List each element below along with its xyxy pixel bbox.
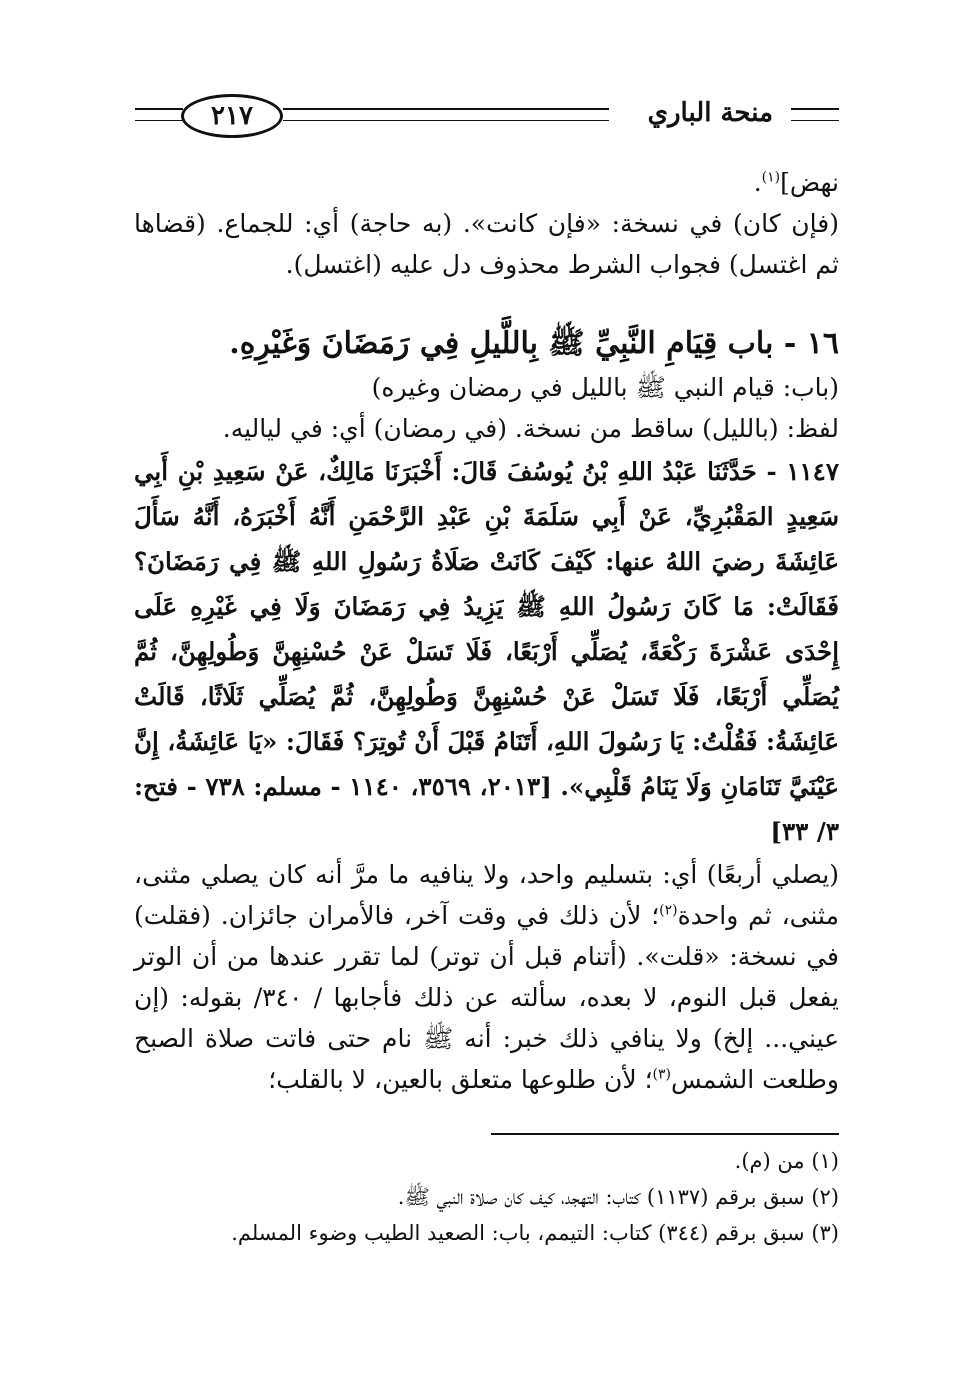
footnote: (٢) سبق برقم (١١٣٧) كتاب: التهجد، كيف كان صلاة النبي ﷺ.	[397, 1185, 839, 1209]
footnote: (١) من (م).	[734, 1149, 839, 1173]
paragraph-text: نهض]	[780, 168, 839, 197]
paragraph-text: .	[753, 168, 762, 197]
paragraph: (فإن كان) في نسخة: «فإن كانت». (به حاجة) أي: للجماع. (قضاها ثم اغتسل) فجواب الشرط محذوف دل عليه (اغتسل).	[134, 209, 839, 279]
header-rule	[135, 120, 183, 121]
paragraph-text: ؛ لأن طلوعها متعلق بالعين، لا بالقلب؛	[268, 1065, 653, 1094]
footnote-ref: (٢)	[659, 902, 678, 919]
footnotes	[134, 1143, 839, 1251]
hadith-text: ١١٤٧ - حَدَّثَنَا عَبْدُ اللهِ بْنُ يُوسُفَ قَالَ: أَخْبَرَنَا مَالِكٌ، عَنْ سَعِيدِ بْنِ أَبِي سَعِيدٍ المَقْبُرِيِّ، عَنْ أَبِي سَلَمَةَ بْنِ عَبْدِ الرَّحْمَنِ أَنَّهُ أَخْبَرَهُ، أَنَّهُ سَأَلَ عَائِشَةَ رضيَ اللهُ عنها: كَيْفَ كَانَتْ صَلَاةُ رَسُولِ اللهِ ﷺ فِي رَمَضَانَ؟ فَقَالَتْ: مَا كَانَ رَسُولُ اللهِ ﷺ يَزِيدُ فِي رَمَضَانَ وَلَا فِي غَيْرِهِ عَلَى إِحْدَى عَشْرَةَ رَكْعَةً، يُصَلِّي أَرْبَعًا، فَلَا تَسَلْ عَنْ حُسْنِهِنَّ وَطُولِهِنَّ، ثُمَّ يُصَلِّي أَرْبَعًا، فَلَا تَسَلْ عَنْ حُسْنِهِنَّ وَطُولِهِنَّ، ثُمَّ يُصَلِّي ثَلَاثًا، قَالَتْ عَائِشَةُ: فَقُلْتُ: يَا رَسُولَ اللهِ، أَتَنَامُ قَبْلَ أَنْ تُوتِرَ؟ فَقَالَ: «يَا عَائِشَةُ، إِنَّ عَيْنَيَّ تَنَامَانِ وَلَا يَنَامُ قَلْبِي». [٢٠١٣، ٣٥٦٩، ١١٤٠ - مسلم: ٧٣٨ - فتح: ٣/ ٣٣]	[134, 457, 840, 846]
header-rule	[791, 108, 839, 110]
book-title: منحة الباري	[640, 96, 781, 130]
header-rule	[135, 108, 183, 110]
footnote: (٣) سبق برقم (٣٤٤) كتاب: التيمم، باب: الصعيد الطيب وضوء المسلم.	[231, 1221, 839, 1245]
footnote-divider	[491, 1133, 839, 1135]
page-body	[134, 162, 839, 1100]
paragraph	[134, 854, 839, 1100]
page-header	[135, 92, 839, 138]
paragraph: لفظ: (بالليل) ساقط من نسخة. (في رمضان) أي: في لياليه.	[222, 414, 839, 443]
paragraph: (باب: قيام النبي ﷺ بالليل في رمضان وغيره)	[371, 373, 839, 402]
paragraph-text: ؛ لأن ذلك في وقت آخر، فالأمران جائزان. (فقلت) في نسخة: «قلت». (أتنام قبل أن توتر) لما تقرر عندها من أن الوتر يفعل قبل النوم، لا بعده، سألته عن ذلك فأجابها / ٣٤٠/ بقوله: (إن عيني... إلخ) ولا ينافي ذلك خبر: أنه ﷺ نام حتى فاتت صلاة الصبح وطلعت الشمس	[134, 901, 840, 1094]
header-rule	[791, 120, 839, 121]
header-rule	[283, 108, 609, 110]
page-number: ٢١٧	[181, 94, 283, 138]
chapter-heading: ١٦ - باب قِيَامِ النَّبِيِّ ﷺ بِاللَّيلِ فِي رَمَضَانَ وَغَيْرِهِ.	[229, 326, 839, 361]
paragraph	[134, 162, 839, 203]
header-rule	[283, 120, 609, 121]
paragraph-text: (يصلي أربعًا) أي: بتسليم واحد، ولا ينافيه ما مرَّ أنه كان يصلي مثنى، مثنى، ثم واحدة	[134, 860, 839, 930]
footnote-ref: (١)	[761, 169, 781, 186]
footnote-ref: (٣)	[652, 1066, 671, 1083]
